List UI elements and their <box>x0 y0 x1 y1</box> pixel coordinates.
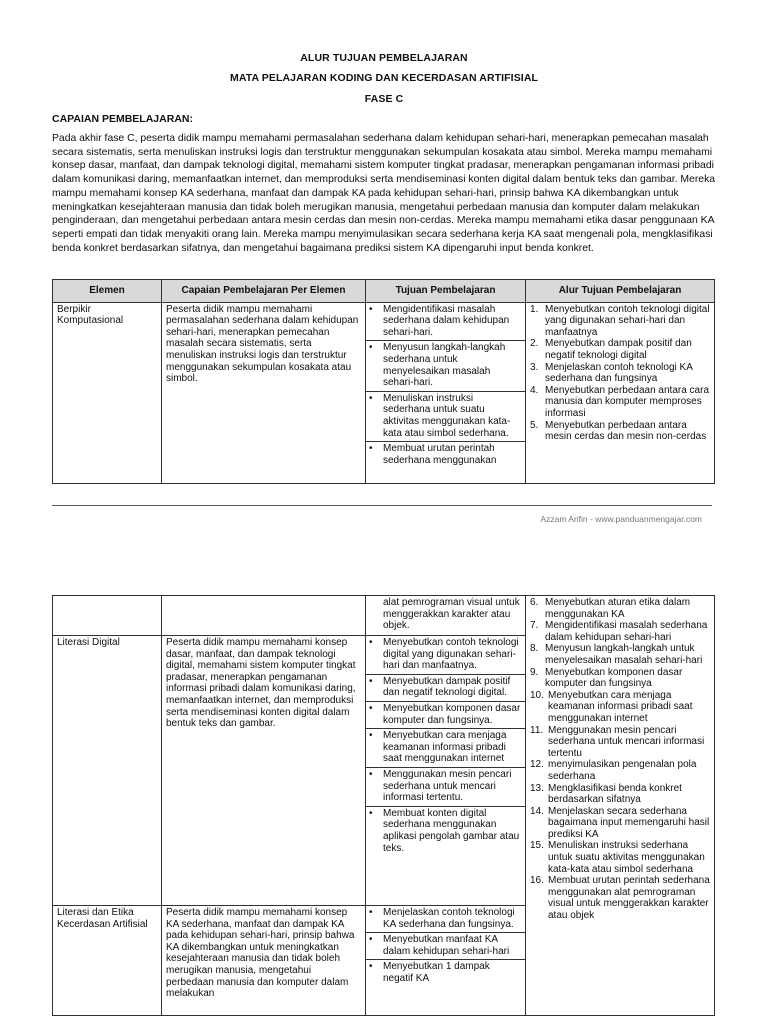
header-elemen: Elemen <box>53 280 162 303</box>
capaian-cell: Peserta didik mampu memahami permasalahan sederhana dalam kehidupan sehari-hari, menerapkan pemecahan masalah secara sistematis, serta menuliskan instruksi logis dan terstruktur menggunakan sekumpulan kosakata atau simbol. <box>162 302 366 483</box>
tujuan-cell <box>366 636 526 906</box>
bullet-icon: • <box>369 907 373 918</box>
table-header-row <box>53 280 715 303</box>
bullet-icon: • <box>369 392 373 404</box>
table-row <box>53 596 715 636</box>
list-item: • Menyebutkan contoh teknologi digital yang digunakan sehari-hari dan manfaatnya. <box>366 636 525 675</box>
alur-cell <box>526 302 715 483</box>
list-item: 8. Menyusun langkah-langkah untuk menyelesaikan masalah sehari-hari <box>530 643 703 666</box>
list-item: • Menyebutkan komponen dasar komputer dan fungsinya. <box>366 702 525 729</box>
bullet-icon: • <box>369 768 373 780</box>
list-item: • Membuat konten digital sederhana menggunakan aplikasi pengolah gambar atau teks. <box>369 807 520 854</box>
document-title: ALUR TUJUAN PEMBELAJARAN <box>300 52 468 64</box>
bullet-icon: • <box>369 675 373 687</box>
bullet-icon: • <box>369 443 373 455</box>
document-phase: FASE C <box>364 93 404 105</box>
list-item: 2. Menyebutkan dampak positif dan negatif teknologi digital <box>530 338 692 361</box>
list-item: 11. Menggunakan mesin pencari sederhana untuk mencari informasi tertentu <box>530 724 705 759</box>
capaian-cell: Peserta didik mampu memahami konsep dasar, manfaat, dan dampak teknologi digital, memahami sistem komputer tingkat pradasar, menerapkan pengamanan informasi pribadi dalam komunikasi daring, memanfaatkan internet, dan memproduksi serta mendiseminasi konten digital dalam bentuk teks dan gambar. <box>162 636 366 906</box>
atp-table-part-2 <box>52 595 715 1016</box>
list-item: • Menuliskan instruksi sederhana untuk suatu aktivitas menggunakan kata-kata atau simbol sederhana. <box>366 392 525 442</box>
page-gap <box>0 540 768 590</box>
list-item: 12. menyimulasikan pengenalan pola sederhana <box>530 759 697 782</box>
elemen-cell <box>53 596 162 636</box>
capaian-cell: Peserta didik mampu memahami konsep KA sederhana, manfaat dan dampak KA pada kehidupan sehari-hari, prinsip bahwa KA dikembangkan untuk meningkatkan kesejahteraan manusia dan tidak boleh merugikan manusia, mengetahui perbedaan manusia dan komputer dalam melakukan <box>162 906 366 1016</box>
list-item: • Menyebutkan manfaat KA dalam kehidupan sehari-hari <box>366 933 525 960</box>
list-item: • Mengidentifikasi masalah sederhana dalam kehidupan sehari-hari. <box>366 303 525 342</box>
list-item: • Menyebutkan cara menjaga keamanan informasi pribadi saat menggunakan internet <box>366 729 525 768</box>
bullet-icon: • <box>369 961 373 973</box>
tujuan-cell <box>366 906 526 1016</box>
tujuan-cell <box>366 596 526 636</box>
capaian-paragraph: Pada akhir fase C, peserta didik mampu memahami permasalahan sederhana dalam kehidupan sehari-hari, menerapkan pemecahan masalah secara sistematis, serta menuliskan instruksi logis dan terstruktur menggunakan sekumpulan kosakata atau simbol. Mereka mampu memahami konsep dasar, manfaat, dan dampak teknologi digital, memahami sistem komputer tingkat pradasar, menerapkan pengamanan informasi pribadi dalam komunikasi daring, memanfaatkan internet, dan memproduksi serta mendiseminasi konten digital dalam bentuk teks dan gambar. Mereka mampu memahami konsep KA sederhana, manfaat dan dampak KA pada kehidupan sehari-hari, prinsip bahwa KA dikembangkan untuk meningkatkan kesejahteraan manusia dan tidak boleh merugikan manusia, mengetahui perbedaan manusia dan komputer dalam melakukan penginderaan, dan mengetahui perbedaan antara mesin cerdas dan mesin non-cerdas. Mereka mampu memahami etika dasar penggunaan KA seperti empati dan tidak menyakiti orang lain. Mereka mampu menyimulasikan secara sederhana kerja KA saat mengenali pola, mengklasifikasi benda konkret berdasarkan sifatnya, dan mengetahui bagaimana prediksi sistem KA dipengaruhi input benda konkret. <box>52 133 716 254</box>
header-capaian: Capaian Pembelajaran Per Elemen <box>162 280 366 303</box>
capaian-cell <box>162 596 366 636</box>
tujuan-cell <box>366 302 526 483</box>
list-item: 7. Mengidentifikasi masalah sederhana dalam kehidupan sehari-hari <box>530 620 708 643</box>
list-item: • Menyebutkan 1 dampak negatif KA <box>369 961 490 984</box>
bullet-icon: • <box>369 730 373 742</box>
header-alur: Alur Tujuan Pembelajaran <box>526 280 715 303</box>
list-item: 6. Menyebutkan aturan etika dalam menggunakan KA <box>530 597 691 620</box>
bullet-icon: • <box>369 303 373 315</box>
list-item: 16. Membuat urutan perintah sederhana menggunakan alat pemrograman visual untuk menggerakkan karakter atau objek <box>530 875 710 922</box>
bullet-icon: • <box>369 637 373 648</box>
page-footer: Azzam Arifin - www.panduanmengajar.com <box>540 514 702 524</box>
list-item: • Menyusun langkah-langkah sederhana untuk menyelesaikan masalah sehari-hari. <box>366 341 525 391</box>
list-item: 4. Menyebutkan perbedaan antara cara manusia dan komputer memproses informasi <box>530 384 710 419</box>
elemen-cell: Berpikir Komputasional <box>53 302 162 483</box>
list-item: 14. Menjelaskan secara sederhana bagaimana input memengaruhi hasil prediksi KA <box>530 805 710 840</box>
list-item: 5. Menyebutkan perbedaan antara mesin cerdas dan mesin non-cerdas <box>530 419 707 443</box>
list-item: 13. Mengklasifikasi benda konkret berdasarkan sifatnya <box>530 782 682 806</box>
document-page-2 <box>0 590 768 1024</box>
list-item: • Menjelaskan contoh teknologi KA sederhana dan fungsinya. <box>366 906 525 933</box>
capaian-heading: CAPAIAN PEMBELAJARAN: <box>52 113 193 125</box>
list-item: 15. Menuliskan instruksi sederhana untuk suatu aktivitas menggunakan kata-kata atau simbol sederhana <box>530 840 705 875</box>
bullet-icon: • <box>369 807 373 819</box>
list-item: • Membuat urutan perintah sederhana menggunakan <box>369 443 497 466</box>
list-item: 1. Menyebutkan contoh teknologi digital yang digunakan sehari-hari dan manfaatnya <box>530 303 710 338</box>
bullet-icon: • <box>369 702 373 714</box>
list-item: 10. Menyebutkan cara menjaga keamanan informasi pribadi saat menggunakan internet <box>530 689 693 724</box>
alur-cell <box>526 596 715 1016</box>
atp-table-part-1 <box>52 279 715 484</box>
list-item: • Menyebutkan dampak positif dan negatif teknologi digital. <box>366 675 525 702</box>
list-item: 9. Menyebutkan komponen dasar komputer dan fungsinya <box>530 666 683 690</box>
list-item: • Menggunakan mesin pencari sederhana untuk mencari informasi tertentu. <box>366 768 525 807</box>
elemen-cell: Literasi dan Etika Kecerdasan Artifisial <box>53 906 162 1016</box>
elemen-cell: Literasi Digital <box>53 636 162 906</box>
bullet-icon: • <box>369 342 373 354</box>
header-tujuan: Tujuan Pembelajaran <box>366 280 526 303</box>
table-row <box>53 302 715 483</box>
footer-divider <box>52 505 712 506</box>
document-subtitle: MATA PELAJARAN KODING DAN KECERDASAN ARTIFISIAL <box>229 72 539 84</box>
bullet-icon: • <box>369 934 373 946</box>
list-item: alat pemrograman visual untuk menggerakkan karakter atau objek. <box>383 597 520 632</box>
list-item: 3. Menjelaskan contoh teknologi KA sederhana dan fungsinya <box>530 361 693 385</box>
